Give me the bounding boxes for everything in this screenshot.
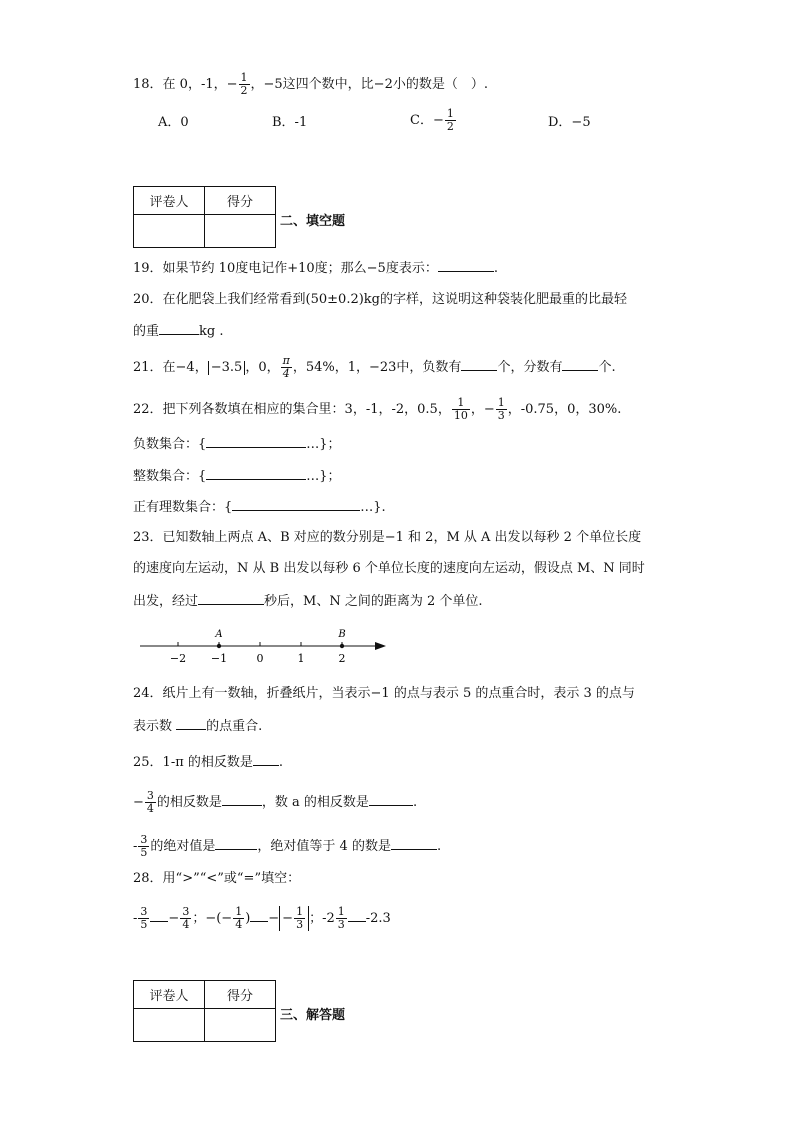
score-table-header-grader: 评卷人 <box>134 187 205 215</box>
q18-frac-d: 2 <box>240 84 248 97</box>
q21-answer-blank-2[interactable] <box>562 356 598 371</box>
q27 <box>133 834 441 859</box>
q27-neg: - <box>133 839 138 854</box>
number-line-tick-label: 2 <box>338 652 346 665</box>
q28-d-abs-pre: − <box>282 911 294 926</box>
q20-line1: 20．在化肥袋上我们经常看到(50±0.2)kg的字样，这说明这种袋装化肥最重的比最轻 <box>133 292 627 307</box>
q23-answer-blank[interactable] <box>198 590 264 605</box>
q22-frac-1 <box>452 397 470 422</box>
q18-option-c-frac <box>445 108 456 133</box>
q18-neg: − <box>226 77 238 92</box>
q20-answer-blank[interactable] <box>159 320 199 335</box>
q26-text-c: . <box>412 795 418 810</box>
q22-set2-end: …}； <box>306 469 341 484</box>
q28-frac-e-d: 3 <box>337 918 345 931</box>
q24-text-a: 表示数 <box>133 719 177 734</box>
q25-answer-blank[interactable] <box>253 751 279 766</box>
q27-answer-blank-2[interactable] <box>391 835 437 850</box>
q22-text-b: ，− <box>470 402 495 417</box>
score-table-1 <box>133 186 276 248</box>
q20-text-b: kg . <box>199 324 224 339</box>
q26-frac-d: 4 <box>146 802 154 815</box>
q26 <box>133 790 417 815</box>
q22-set2-blank[interactable] <box>206 465 306 480</box>
number-line-tick-label: 1 <box>297 652 305 665</box>
q22-set2-label: 整数集合：{ <box>133 469 207 484</box>
q19-text-a: 19．如果节约 10度电记作+10度；那么−5度表示： <box>133 261 438 276</box>
q23-line3 <box>133 590 483 612</box>
q25-text-a: 25．1-π 的相反数是 <box>133 755 253 770</box>
number-line-point-label: A <box>215 629 223 640</box>
q21-text-a: 21．在−4， <box>133 360 208 375</box>
q24-text-b: 的点重合. <box>206 719 263 734</box>
q28-sep-2: ； <box>309 911 323 926</box>
number-line-tick-label: −2 <box>169 652 187 665</box>
q27-answer-blank-1[interactable] <box>215 835 257 850</box>
q27-text-b: ，绝对值等于 4 的数是 <box>257 839 391 854</box>
q28-compare-blank-2[interactable] <box>250 907 268 922</box>
q28-frac-d-n: 1 <box>296 905 304 918</box>
q22-frac-2 <box>496 397 507 422</box>
q18-frac <box>239 72 250 97</box>
q27-frac <box>138 834 149 859</box>
q21-text-b: ，0， <box>245 360 280 375</box>
q22-set3-label: 正有理数集合：{ <box>133 500 233 515</box>
q22-set3-blank[interactable] <box>232 496 360 511</box>
q28-frac-e <box>336 906 347 931</box>
q24-answer-blank[interactable] <box>176 715 206 730</box>
q24-line2 <box>133 715 262 737</box>
q28-instruction: 28．用“>”“<”或“=”填空： <box>133 871 301 886</box>
q28-frac-a-d: 5 <box>140 918 148 931</box>
q18-option-b[interactable]: B．-1 <box>272 115 308 130</box>
q28-frac-b-n: 3 <box>182 905 190 918</box>
q26-text-a: 的相反数是 <box>156 795 222 810</box>
q21-answer-blank-1[interactable] <box>461 356 497 371</box>
q28-frac-a <box>138 906 149 931</box>
q21-text-d: 个，分数有 <box>497 360 563 375</box>
q18-frac-n: 1 <box>240 71 248 84</box>
q21-text-e: 个. <box>598 360 616 375</box>
q18-option-c-n: 1 <box>446 107 454 120</box>
q26-frac-n: 3 <box>146 789 154 802</box>
score-table-2-header-score: 得分 <box>205 981 276 1009</box>
score-table-2-cell-grader <box>134 1009 205 1042</box>
q19-answer-blank[interactable] <box>438 257 494 272</box>
q21-abs <box>208 361 246 375</box>
q28-frac-a-n: 3 <box>140 905 148 918</box>
q18-option-c[interactable] <box>410 108 457 133</box>
q28-d-pre: − <box>268 911 280 926</box>
q27-frac-d: 5 <box>140 846 148 859</box>
q23-line1: 23．已知数轴上两点 A、B 对应的数分别是−1 和 2，M 从 A 出发以每秒 2 个单位长度 <box>133 530 642 545</box>
q18-text-a: 18．在 0，-1， <box>133 77 227 92</box>
q21-frac-d: 4 <box>282 367 290 380</box>
score-table-2-header-grader: 评卷人 <box>134 981 205 1009</box>
q28-expressions <box>133 906 391 931</box>
q22-set-positive-rational <box>133 496 386 518</box>
q18-text-b: ，−5这四个数中，比−2小的数是（ ）. <box>250 77 488 92</box>
q28-c-post: ) <box>245 911 251 926</box>
q28-e-pre: -2 <box>322 911 335 926</box>
q27-text-c: . <box>436 839 442 854</box>
number-line-point <box>340 644 344 648</box>
section-title-answer: 三、解答题 <box>280 1008 346 1023</box>
q26-neg: − <box>133 795 144 810</box>
q28-frac-b-d: 4 <box>182 918 190 931</box>
q21 <box>133 355 616 380</box>
q28-sep-1: ； <box>192 911 206 926</box>
q19-text-b: . <box>493 261 498 276</box>
q28-frac-b <box>180 906 191 931</box>
score-table-2 <box>133 980 276 1042</box>
q28-compare-blank-3[interactable] <box>348 907 366 922</box>
q19 <box>133 257 498 279</box>
q28-frac-d <box>294 906 305 931</box>
number-line-tick-label: 0 <box>256 652 264 665</box>
q28-f: -2.3 <box>365 911 391 926</box>
number-line <box>130 626 430 676</box>
score-table-cell-grader <box>134 215 205 248</box>
q22-text-a: 22．把下列各数填在相应的集合里：3，-1，-2，0.5， <box>133 402 451 417</box>
score-table-header-score: 得分 <box>205 187 276 215</box>
q26-answer-blank-1[interactable] <box>222 791 262 806</box>
q28-compare-blank-1[interactable] <box>150 907 168 922</box>
q18-stem <box>133 72 488 97</box>
q22-set-integer <box>133 465 341 487</box>
q21-abs-val: 3.5 <box>221 360 243 375</box>
q21-text-c: ，54%，1，−23中，负数有 <box>292 360 462 375</box>
q28-a-mid: − <box>168 911 180 926</box>
q28-c-pre: −(− <box>205 911 233 926</box>
section-title-fill-blank: 二、填空题 <box>280 214 346 229</box>
q28-a-neg: - <box>133 911 138 926</box>
q25-text-b: . <box>278 755 284 770</box>
q21-abs-pre: − <box>210 360 222 375</box>
q23-text-b: 秒后，M、N 之间的距离为 2 个单位. <box>264 594 483 609</box>
q20-line2 <box>133 320 223 342</box>
q22-text-c: ，-0.75，0，30%. <box>507 402 622 417</box>
q20-text-a: 的重 <box>133 324 160 339</box>
q27-text-a: 的绝对值是 <box>150 839 216 854</box>
q27-frac-n: 3 <box>140 833 148 846</box>
q24-line1: 24．纸片上有一数轴，折叠纸片，当表示−1 的点与表示 5 的点重合时，表示 3 的点与 <box>133 686 635 701</box>
q21-frac <box>281 355 292 380</box>
q23-line2: 的速度向左运动，N 从 B 出发以每秒 6 个单位长度的速度向左运动，假设点 M、N 同时 <box>133 561 645 576</box>
q26-text-b: ，数 a 的相反数是 <box>261 795 369 810</box>
q28-frac-c-d: 4 <box>235 918 243 931</box>
q22-frac-1-n: 1 <box>452 397 470 410</box>
q22-set3-end: …}. <box>360 500 386 515</box>
q22-frac-1-d: 10 <box>453 409 468 422</box>
score-table-cell-score <box>205 215 276 248</box>
q26-frac <box>145 790 156 815</box>
q28-frac-c-n: 1 <box>235 905 243 918</box>
q28-frac-e-n: 1 <box>337 905 345 918</box>
number-line-point-label: B <box>338 629 346 640</box>
number-line-point <box>217 644 221 648</box>
q21-frac-n: π <box>282 354 290 367</box>
q18-option-a[interactable]: A．0 <box>158 115 189 130</box>
q28-frac-c <box>233 906 244 931</box>
q23-text-a: 出发，经过 <box>133 594 199 609</box>
q28-frac-d-d: 3 <box>296 918 304 931</box>
q22-frac-2-n: 1 <box>497 396 505 409</box>
score-table-2-cell-score <box>205 1009 276 1042</box>
q22-set1-blank[interactable] <box>206 433 306 448</box>
q22-set-negative <box>133 433 341 455</box>
q18-option-c-d: 2 <box>446 120 454 133</box>
q22-set1-end: …}； <box>306 437 341 452</box>
number-line-tick-label: −1 <box>210 652 228 665</box>
q28-abs <box>279 906 309 931</box>
number-line-arrow <box>375 642 386 650</box>
q18-option-c-pre: C．− <box>410 113 444 128</box>
q26-answer-blank-2[interactable] <box>369 791 413 806</box>
q22-set1-label: 负数集合：{ <box>133 437 207 452</box>
q22-frac-2-d: 3 <box>497 409 505 422</box>
q18-option-d[interactable]: D．−5 <box>548 115 591 130</box>
q22-stem <box>133 397 621 422</box>
q25 <box>133 751 283 773</box>
